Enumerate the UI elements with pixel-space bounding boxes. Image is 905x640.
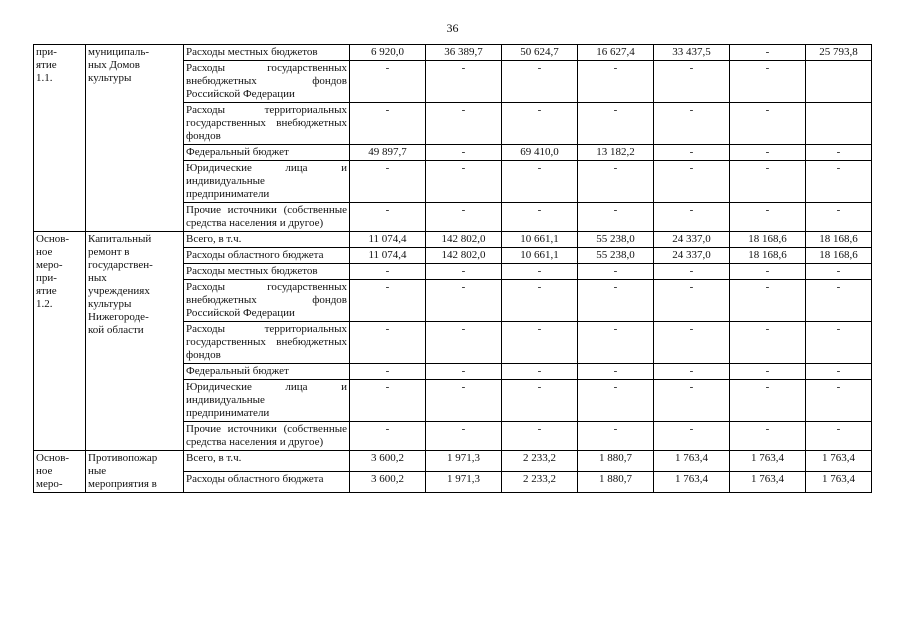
value-cell: 1 763,4	[730, 451, 806, 472]
value-cell: -	[426, 322, 502, 364]
value-cell: -	[730, 61, 806, 103]
value-cell: -	[806, 161, 872, 203]
value-cell: -	[426, 422, 502, 451]
funding-source-cell: Расходы областного бюджета	[184, 472, 350, 493]
value-cell: 142 802,0	[426, 232, 502, 248]
value-cell: -	[654, 322, 730, 364]
measure-code-cell: Основ- ное меро- при- ятие 1.2.	[34, 232, 86, 451]
value-cell: -	[426, 103, 502, 145]
value-cell: -	[654, 145, 730, 161]
value-cell: -	[350, 103, 426, 145]
value-cell: -	[806, 145, 872, 161]
value-cell: -	[426, 203, 502, 232]
value-cell: -	[730, 422, 806, 451]
value-cell: -	[654, 61, 730, 103]
value-cell: -	[350, 161, 426, 203]
value-cell: 24 337,0	[654, 232, 730, 248]
value-cell: -	[502, 422, 578, 451]
funding-source-cell: Расходы местных бюджетов	[184, 45, 350, 61]
funding-source-cell: Расходы территориальных государственных внебюджетных фондов	[184, 103, 350, 145]
value-cell: 49 897,7	[350, 145, 426, 161]
value-cell: 10 661,1	[502, 248, 578, 264]
value-cell: 50 624,7	[502, 45, 578, 61]
value-cell: -	[654, 161, 730, 203]
value-cell: -	[730, 280, 806, 322]
table-row	[34, 232, 872, 248]
value-cell: 11 074,4	[350, 248, 426, 264]
value-cell: -	[578, 103, 654, 145]
value-cell: 1 763,4	[730, 472, 806, 493]
value-cell: -	[730, 264, 806, 280]
funding-source-cell: Юридические лица и индивидуальные предприниматели	[184, 161, 350, 203]
measure-code-cell: при- ятие 1.1.	[34, 45, 86, 232]
value-cell: -	[350, 203, 426, 232]
table-row	[34, 451, 872, 472]
value-cell	[806, 103, 872, 145]
measure-code-cell: Основ- ное меро-	[34, 451, 86, 493]
value-cell: -	[578, 264, 654, 280]
value-cell: 18 168,6	[806, 248, 872, 264]
value-cell: -	[426, 264, 502, 280]
value-cell: -	[350, 280, 426, 322]
value-cell: -	[578, 422, 654, 451]
value-cell: -	[350, 364, 426, 380]
value-cell: -	[502, 161, 578, 203]
value-cell: -	[502, 280, 578, 322]
value-cell: -	[426, 380, 502, 422]
value-cell: -	[806, 264, 872, 280]
value-cell: -	[350, 322, 426, 364]
funding-source-cell: Всего, в т.ч.	[184, 232, 350, 248]
value-cell: -	[502, 103, 578, 145]
value-cell	[806, 61, 872, 103]
value-cell: 18 168,6	[730, 232, 806, 248]
table-row	[34, 45, 872, 61]
value-cell: 3 600,2	[350, 472, 426, 493]
value-cell: -	[806, 280, 872, 322]
value-cell: -	[654, 422, 730, 451]
value-cell: 1 763,4	[654, 472, 730, 493]
value-cell: -	[654, 380, 730, 422]
value-cell: 2 233,2	[502, 451, 578, 472]
value-cell: -	[806, 364, 872, 380]
value-cell: -	[730, 380, 806, 422]
value-cell: 18 168,6	[730, 248, 806, 264]
value-cell: 55 238,0	[578, 232, 654, 248]
value-cell: 1 971,3	[426, 451, 502, 472]
funding-source-cell: Всего, в т.ч.	[184, 451, 350, 472]
budget-table	[33, 44, 872, 493]
value-cell: -	[730, 203, 806, 232]
value-cell: -	[578, 380, 654, 422]
value-cell: -	[502, 264, 578, 280]
value-cell: -	[502, 61, 578, 103]
value-cell: -	[578, 203, 654, 232]
value-cell: 11 074,4	[350, 232, 426, 248]
value-cell: -	[654, 280, 730, 322]
funding-source-cell: Федеральный бюджет	[184, 145, 350, 161]
value-cell: 1 880,7	[578, 451, 654, 472]
value-cell: -	[730, 145, 806, 161]
value-cell: 13 182,2	[578, 145, 654, 161]
value-cell: -	[730, 322, 806, 364]
value-cell: -	[350, 61, 426, 103]
value-cell: -	[426, 61, 502, 103]
value-cell: -	[806, 322, 872, 364]
value-cell: 33 437,5	[654, 45, 730, 61]
funding-source-cell: Расходы государственных внебюджетных фондов Российской Федерации	[184, 280, 350, 322]
value-cell: 6 920,0	[350, 45, 426, 61]
value-cell: -	[730, 45, 806, 61]
funding-source-cell: Расходы территориальных государственных внебюджетных фондов	[184, 322, 350, 364]
value-cell: 10 661,1	[502, 232, 578, 248]
measure-name-cell: Противопожар ные мероприятия в	[86, 451, 184, 493]
value-cell: 1 971,3	[426, 472, 502, 493]
value-cell: -	[806, 422, 872, 451]
value-cell: -	[350, 380, 426, 422]
value-cell: 36 389,7	[426, 45, 502, 61]
value-cell: -	[578, 61, 654, 103]
value-cell: 1 763,4	[806, 451, 872, 472]
funding-source-cell: Расходы областного бюджета	[184, 248, 350, 264]
value-cell: -	[654, 264, 730, 280]
value-cell: -	[502, 364, 578, 380]
value-cell: -	[426, 145, 502, 161]
value-cell: -	[426, 280, 502, 322]
value-cell: 1 763,4	[654, 451, 730, 472]
funding-source-cell: Расходы местных бюджетов	[184, 264, 350, 280]
value-cell: -	[578, 322, 654, 364]
value-cell: -	[502, 380, 578, 422]
value-cell: 18 168,6	[806, 232, 872, 248]
value-cell: 55 238,0	[578, 248, 654, 264]
value-cell: 2 233,2	[502, 472, 578, 493]
value-cell: 142 802,0	[426, 248, 502, 264]
value-cell: -	[578, 161, 654, 203]
value-cell: -	[654, 203, 730, 232]
value-cell: -	[654, 103, 730, 145]
value-cell: -	[426, 161, 502, 203]
value-cell: -	[502, 322, 578, 364]
value-cell: 16 627,4	[578, 45, 654, 61]
value-cell: -	[350, 422, 426, 451]
funding-source-cell: Расходы государственных внебюджетных фондов Российской Федерации	[184, 61, 350, 103]
value-cell: -	[730, 103, 806, 145]
measure-name-cell: муниципаль- ных Домов культуры	[86, 45, 184, 232]
value-cell: 69 410,0	[502, 145, 578, 161]
value-cell: -	[578, 280, 654, 322]
value-cell: -	[730, 161, 806, 203]
value-cell: -	[730, 364, 806, 380]
funding-source-cell: Прочие источники (собственные средства населения и другое)	[184, 203, 350, 232]
value-cell: -	[502, 203, 578, 232]
page-number: 36	[446, 21, 459, 35]
funding-source-cell: Прочие источники (собственные средства населения и другое)	[184, 422, 350, 451]
value-cell: 3 600,2	[350, 451, 426, 472]
value-cell: 25 793,8	[806, 45, 872, 61]
funding-source-cell: Юридические лица и индивидуальные предприниматели	[184, 380, 350, 422]
value-cell: 24 337,0	[654, 248, 730, 264]
value-cell: -	[350, 264, 426, 280]
value-cell: -	[654, 364, 730, 380]
funding-source-cell: Федеральный бюджет	[184, 364, 350, 380]
value-cell: 1 880,7	[578, 472, 654, 493]
value-cell: -	[806, 203, 872, 232]
measure-name-cell: Капитальный ремонт в государствен- ных учреждениях культуры Нижегороде- кой области	[86, 232, 184, 451]
value-cell: -	[426, 364, 502, 380]
value-cell: 1 763,4	[806, 472, 872, 493]
value-cell: -	[578, 364, 654, 380]
value-cell: -	[806, 380, 872, 422]
